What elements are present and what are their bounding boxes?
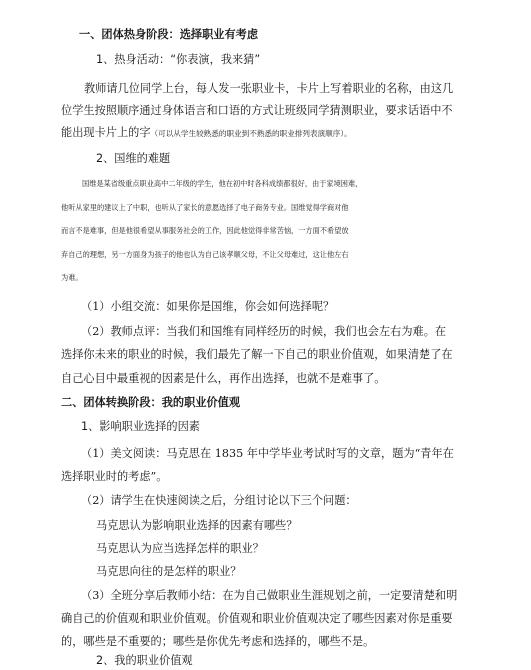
paragraph-line: （1）美文阅读：马克思在 1835 年中学毕业考试时写的文章，题为“青年在	[81, 447, 454, 460]
paragraph-line	[61, 124, 352, 143]
subsection-title: 1、影响职业选择的因素	[81, 420, 200, 433]
case-line: 弃自己的理想，另一方面身为孩子的他也认为自己该孝顺父母，不让父母难过，这让他左右	[61, 250, 349, 259]
case-line: 国维是某省级重点职业高中二年级的学生，他在初中时各科成绩都很好，由于家境困难，	[82, 179, 363, 188]
paragraph-line: 教师请几位同学上台，每人发一张职业卡，卡片上写着职业的名称，由这几	[84, 82, 454, 95]
paragraph-line: 的，哪些是不重要的；哪些是你优先考虑和选择的，哪些不是。	[61, 635, 375, 648]
discussion-question: （1）小组交流：如果你是国维，你会如何选择呢？	[81, 300, 335, 313]
activity-1-title: 1、热身活动：“你表演，我来猜”	[96, 53, 261, 66]
subsection-title: 2、我的职业价值观	[96, 654, 193, 667]
section-heading-2: 二、团体转换阶段：我的职业价值观	[61, 396, 241, 409]
paragraph-line: （2）教师点评：当我们和国维有同样经历的时候，我们也会左右为难。在	[81, 325, 447, 338]
paragraph-note: （可以从学生较熟悉的职业到不熟悉的职业排列表演顺序）。	[150, 129, 352, 138]
paragraph-line: 自己心目中最重视的因素是什么，再作出选择，也就不是难事了。	[61, 372, 386, 385]
activity-2-title: 2、国维的难题	[96, 152, 171, 165]
paragraph-line: （2）请学生在快速阅读之后，分组讨论以下三个问题：	[81, 494, 357, 507]
question-item: 马克思向往的是怎样的职业？	[96, 565, 242, 578]
paragraph-line: 位学生按照顺序通过身体语言和口语的方式让班级同学猜测职业，要求话语中不	[61, 104, 453, 117]
paragraph-line: 选择职业时的考虑”。	[61, 470, 168, 483]
paragraph-line: 确自己的价值观和职业价值观。价值观和职业价值观决定了哪些因素对你是重要	[61, 612, 453, 625]
paragraph-text: 能出现卡片上的字	[61, 126, 151, 139]
case-line: 为难。	[61, 273, 83, 282]
question-item: 马克思认为影响职业选择的因素有哪些？	[96, 519, 298, 532]
paragraph-line: （3）全班分享后教师小结：在为自己做职业生涯规划之前，一定要清楚和明	[81, 589, 458, 602]
case-line: 他听从家里的建议上了中职，也听从了家长的意愿选择了电子商务专业。国维觉得学商对他	[61, 203, 349, 212]
paragraph-line: 选择你未来的职业的时候，我们最先了解一下自己的职业价值观，如果清楚了在	[61, 348, 453, 361]
question-item: 马克思认为应当选择怎样的职业？	[96, 542, 264, 555]
case-line: 而言不是难事，但是他很希望从事服务社会的工作，因此他觉得非常苦恼，一方面不希望放	[61, 226, 349, 235]
section-heading-1: 一、团体热身阶段：选择职业有考虑	[79, 28, 259, 41]
